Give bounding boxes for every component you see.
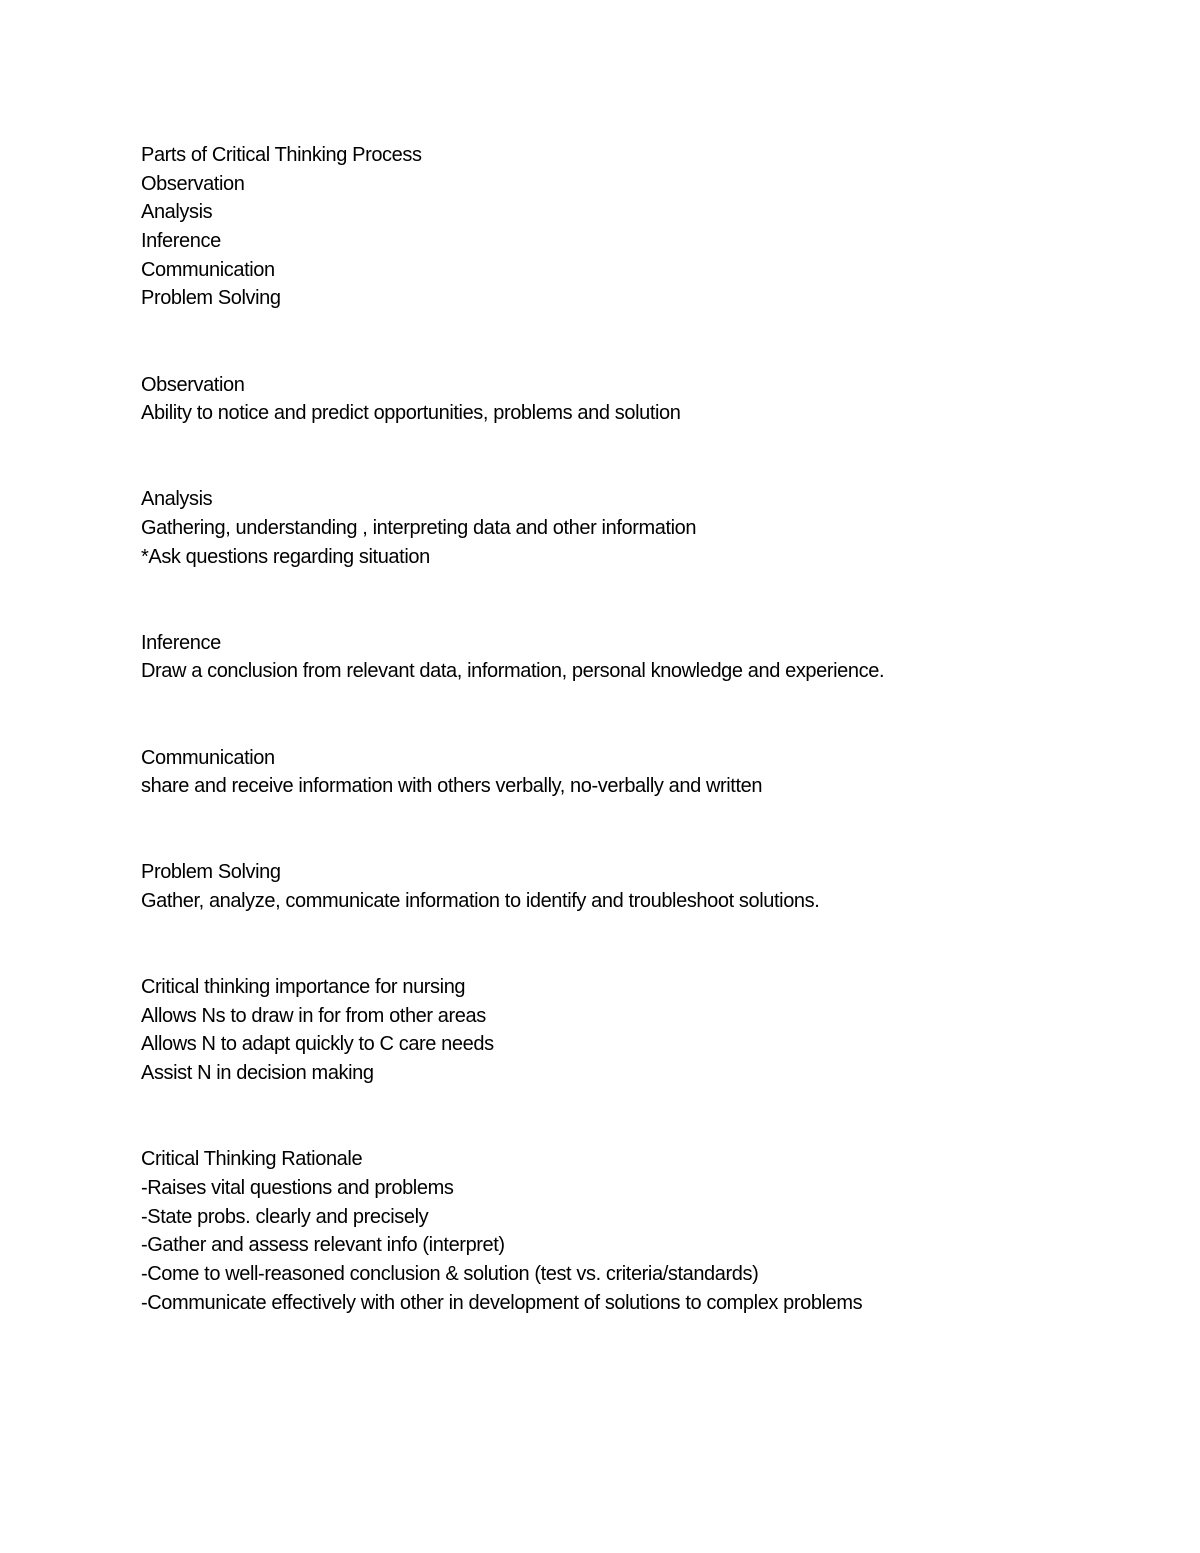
section-nursing-importance xyxy=(141,973,1141,1088)
spacer xyxy=(141,428,1141,485)
body-text: Allows Ns to draw in for from other areas xyxy=(141,1004,486,1027)
spacer xyxy=(141,801,1141,858)
spacer xyxy=(141,1088,1141,1145)
body-text: Ability to notice and predict opportunities, problems and solution xyxy=(141,402,681,425)
section-communication xyxy=(141,744,1141,801)
body-text: share and receive information with others verbally, no-verbally and written xyxy=(141,775,763,798)
body-text: Draw a conclusion from relevant data, information, personal knowledge and experience. xyxy=(141,660,885,683)
section-heading: Parts of Critical Thinking Process xyxy=(141,144,422,166)
section-inference xyxy=(141,629,1141,686)
spacer xyxy=(141,571,1141,628)
list-item: Analysis xyxy=(141,201,213,224)
section-problem-solving xyxy=(141,858,1141,915)
list-item: Problem Solving xyxy=(141,287,281,310)
section-heading: Observation xyxy=(141,373,245,396)
list-item: -Come to well-reasoned conclusion & solution (test vs. criteria/standards) xyxy=(141,1262,759,1285)
body-text: Assist N in decision making xyxy=(141,1062,374,1085)
body-text: *Ask questions regarding situation xyxy=(141,545,430,568)
list-item: -Gather and assess relevant info (interpret) xyxy=(141,1234,505,1257)
list-item: Communication xyxy=(141,258,275,281)
spacer xyxy=(141,916,1141,973)
section-heading: Critical Thinking Rationale xyxy=(141,1148,363,1171)
document-body xyxy=(141,141,1141,1317)
list-item: Inference xyxy=(141,230,221,253)
section-analysis xyxy=(141,485,1141,571)
body-text: Gathering, understanding , interpreting data and other information xyxy=(141,516,697,539)
body-text: Gather, analyze, communicate information to identify and troubleshoot solutions. xyxy=(141,889,820,912)
section-rationale xyxy=(141,1145,1141,1317)
section-heading: Critical thinking importance for nursing xyxy=(141,976,466,999)
body-text: Allows N to adapt quickly to C care needs xyxy=(141,1033,494,1056)
section-heading: Inference xyxy=(141,631,221,654)
section-heading: Problem Solving xyxy=(141,861,281,884)
spacer xyxy=(141,686,1141,743)
section-heading: Analysis xyxy=(141,488,213,511)
list-item: Observation xyxy=(141,172,245,195)
list-item: -Communicate effectively with other in development of solutions to complex problems xyxy=(141,1291,863,1314)
section-observation xyxy=(141,371,1141,428)
spacer xyxy=(141,313,1141,370)
section-critical-thinking-process xyxy=(141,141,1141,313)
list-item: -State probs. clearly and precisely xyxy=(141,1205,429,1228)
list-item: -Raises vital questions and problems xyxy=(141,1176,454,1199)
section-heading: Communication xyxy=(141,746,275,769)
